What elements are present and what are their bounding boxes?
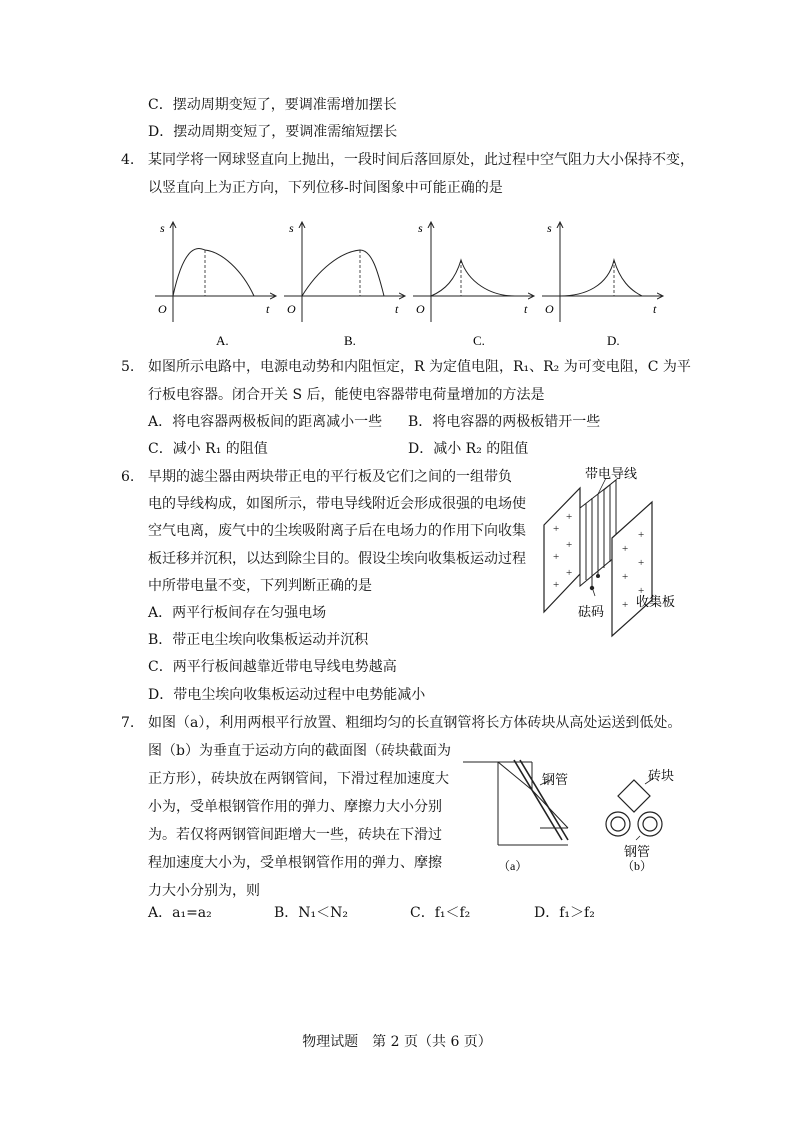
q3-option-d: D．摆动周期变短了，要调准需缩短摆长 xyxy=(148,124,398,140)
q7-stem-line3: 正方形），砖块放在两钢管间，下滑过程加速度大 xyxy=(148,771,449,787)
q7-pipe-left xyxy=(606,812,630,836)
q7-stem-line4: 小为，受单根钢管作用的弹力、摩擦力大小分别 xyxy=(148,799,442,815)
q6-label-wire: 带电导线 xyxy=(585,466,638,481)
q5-option-c: C．减小 R₁ 的阻值 xyxy=(148,441,268,457)
q6-stem-line4: 板迁移并沉积，以达到除尘目的。假设尘埃向收集板运动过程 xyxy=(148,551,526,567)
q7-label-pipe-b: 钢管 xyxy=(624,844,651,859)
svg-text:+: + xyxy=(638,585,645,597)
svg-text:+: + xyxy=(566,567,573,579)
svg-text:+: + xyxy=(566,511,573,523)
q7-label-brick: 砖块 xyxy=(648,768,675,783)
q4-d-origin: O xyxy=(545,302,554,316)
q7-stem-line7: 力大小分别为，则 xyxy=(148,883,260,899)
svg-text:+: + xyxy=(622,599,629,611)
q7-option-c: C．f₁＜f₂ xyxy=(410,905,471,921)
q4-label-d: D. xyxy=(607,333,620,348)
q6-stem-line2: 电的导线构成，如图所示，带电导线附近会形成很强的电场使 xyxy=(148,496,526,512)
q6-number: 6. xyxy=(121,469,135,485)
q7-label-pipe: 钢管 xyxy=(542,772,569,787)
q5-stem-line1: 如图所示电路中，电源电动势和内阻恒定，R 为定值电阻，R₁、R₂ 为可变电阻，C 为平 xyxy=(148,359,691,375)
q7-figure-b xyxy=(606,778,662,840)
q4-a-axis-t: t xyxy=(266,302,270,316)
q6-label-weight: 砝码 xyxy=(578,604,605,619)
q4-d-axis-s: s xyxy=(547,221,552,235)
q7-pipe-right xyxy=(638,812,662,836)
svg-text:+: + xyxy=(622,543,629,555)
q6-option-b: B．带正电尘埃向收集板运动并沉积 xyxy=(148,632,369,648)
page-footer: 物理试题 第 2 页（共 6 页） xyxy=(302,1034,492,1050)
q5-stem-line2: 行板电容器。闭合开关 S 后，能使电容器带电荷量增加的方法是 xyxy=(148,387,545,403)
q4-stem-line1: 某同学将一网球竖直向上抛出，一段时间后落回原处，此过程中空气阻力大小保持不变， xyxy=(148,152,694,168)
q3-option-c: C．摆动周期变短了，要调准需增加摆长 xyxy=(148,97,397,113)
q7-stem-line1: 如图（a），利用两根平行放置、粗细均匀的长直钢管将长方体砖块从高处运送到低处。 xyxy=(148,715,682,731)
q4-c-axis-s: s xyxy=(418,221,423,235)
q4-c-axis-t: t xyxy=(524,302,528,316)
q7-caption-a: （a） xyxy=(498,859,528,873)
q7-option-d: D．f₁＞f₂ xyxy=(534,905,595,921)
q6-option-a: A．两平行板间存在匀强电场 xyxy=(148,605,327,621)
q7-number: 7. xyxy=(121,715,135,731)
q6-label-plate: 收集板 xyxy=(636,594,676,609)
svg-text:+: + xyxy=(553,551,560,563)
q4-b-axis-s: s xyxy=(289,221,294,235)
q6-option-c: C．两平行板间越靠近带电导线电势越高 xyxy=(148,659,397,675)
svg-text:+: + xyxy=(638,529,645,541)
q6-stem-line3: 空气电离，废气中的尘埃吸附离子后在电场力的作用下向收集 xyxy=(148,523,526,539)
q4-a-origin: O xyxy=(158,302,167,316)
q7-stem-line5: 为。若仅将两钢管间距增大一些，砖块在下滑过 xyxy=(148,827,442,843)
q5-option-b: B．将电容器的两极板错开一些 xyxy=(408,414,601,430)
q4-label-b: B. xyxy=(344,333,356,348)
q7-stem-line6: 程加速度大小为，受单根钢管作用的弹力、摩擦 xyxy=(148,855,442,871)
q5-option-d: D．减小 R₂ 的阻值 xyxy=(408,441,529,457)
q6-stem-line1: 早期的滤尘器由两块带正电的平行板及它们之间的一组带负 xyxy=(148,469,512,485)
q4-number: 4. xyxy=(121,152,135,168)
q5-number: 5. xyxy=(121,359,135,375)
svg-text:+: + xyxy=(638,557,645,569)
q7-stem-line2: 图（b）为垂直于运动方向的截面图（砖块截面为 xyxy=(148,743,451,759)
q4-b-origin: O xyxy=(287,302,296,316)
svg-text:+: + xyxy=(553,523,560,535)
q5-option-a: A．将电容器两极板间的距离减小一些 xyxy=(148,414,383,430)
q6-option-d: D．带电尘埃向收集板运动过程中电势能减小 xyxy=(148,687,426,703)
q4-c-origin: O xyxy=(416,302,425,316)
svg-text:+: + xyxy=(566,539,573,551)
q4-stem-line2: 以竖直向上为正方向，下列位移-时间图象中可能正确的是 xyxy=(148,180,503,196)
q4-d-axis-t: t xyxy=(653,302,657,316)
q7-option-b: B．N₁＜N₂ xyxy=(274,905,349,921)
q6-stem-line5: 中所带电量不变，下列判断正确的是 xyxy=(148,578,372,594)
q7-caption-b: （b） xyxy=(622,859,653,873)
svg-text:+: + xyxy=(553,579,560,591)
q4-b-axis-t: t xyxy=(395,302,399,316)
q7-brick-section xyxy=(618,780,650,812)
q4-label-a: A. xyxy=(216,333,229,348)
q4-a-axis-s: s xyxy=(160,221,165,235)
svg-text:+: + xyxy=(622,571,629,583)
q4-label-c: C. xyxy=(473,333,485,348)
q7-option-a: A．a₁=a₂ xyxy=(148,905,212,921)
